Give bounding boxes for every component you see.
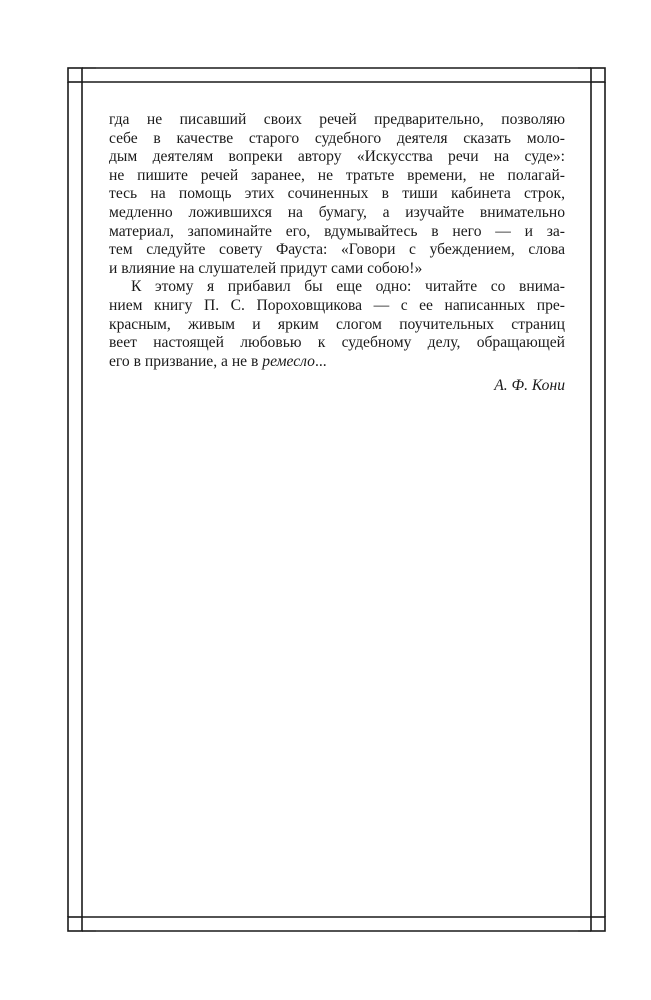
paragraph-recommendation — [109, 278, 565, 371]
text-line: тем следуйте совету Фауста: «Говори с убеждением, слова — [109, 241, 565, 259]
frame-corner-bottom-left — [68, 917, 82, 931]
text-line: веет настоящей любовью к судебному делу, обращающей — [109, 334, 565, 352]
frame-corner-top-left — [68, 68, 82, 82]
text-line: медленно ложившихся на бумагу, а изучайте внимательно — [109, 203, 565, 221]
author-signature: А. Ф. Кони — [494, 377, 565, 395]
text-line: себе в качестве старого судебного деятеля сказать моло- — [109, 129, 565, 147]
text-line: не пишите речей заранее, не тратьте времени, не полагай- — [109, 166, 565, 184]
text-line-prefix: его в призвание, а не в — [109, 352, 263, 370]
text-line: К этому я прибавил бы еще одно: читайте со внима- — [131, 278, 565, 296]
text-line: гда не писавший своих речей предварительно, позволяю — [109, 111, 565, 128]
text-line — [109, 353, 565, 372]
text-line: и влияние на слушателей придут сами собою!» — [109, 259, 423, 277]
emphasized-word: ремесло — [262, 352, 315, 370]
text-line: тесь на помощь этих сочиненных в тиши кабинета строк, — [109, 185, 565, 203]
frame-corner-top-right — [591, 68, 605, 82]
frame-corner-bottom-right — [591, 917, 605, 931]
paragraph-continuation — [109, 111, 565, 278]
text-line: красным, живым и ярким слогом поучительных страниц — [109, 315, 565, 333]
text-line-suffix: ... — [314, 352, 327, 370]
text-line: материал, запоминайте его, вдумывайтесь в него — и за- — [109, 222, 565, 240]
text-line: нием книгу П. С. Пороховщикова — с ее написанных пре- — [109, 296, 565, 314]
text-line: дым деятелям вопреки автору «Искусства речи на суде»: — [109, 148, 565, 166]
page-text — [109, 111, 565, 396]
